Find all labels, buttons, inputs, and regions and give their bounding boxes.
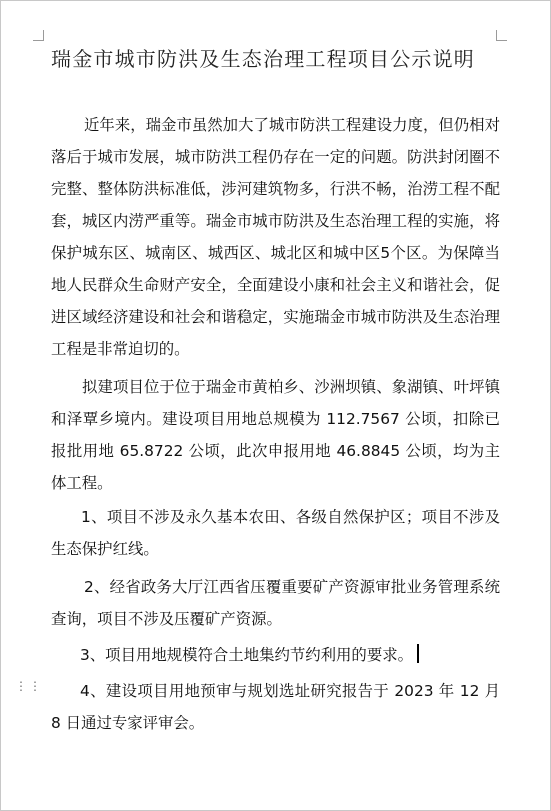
document-title[interactable]: 瑞金市城市防洪及生态治理工程项目公示说明 <box>51 47 475 71</box>
paragraph-item-4[interactable]: 4、建设项目用地预审与规划选址研究报告于 2023 年 12 月 8 日通过专家评审会。 <box>51 682 500 732</box>
paragraph-item-3[interactable] <box>51 639 500 671</box>
text-cursor <box>417 644 419 663</box>
paragraph-item-1[interactable]: 1、项目不涉及永久基本农田、各级自然保护区；项目不涉及生态保护红线。 <box>51 508 500 558</box>
paragraph-location[interactable]: 拟建项目位于位于瑞金市黄柏乡、沙洲坝镇、象湖镇、叶坪镇和泽覃乡境内。建设项目用地总规模为 112.7567 公顷，扣除已报批用地 65.8722 公顷，此次申报用地 46.8845 公顷，均为主体工程。 <box>51 378 500 492</box>
paragraph-background[interactable]: 近年来，瑞金市虽然加大了城市防洪工程建设力度，但仍相对落后于城市发展，城市防洪工程仍存在一定的问题。防洪封闭圈不完整、整体防洪标准低，涉河建筑物多，行洪不畅，治涝工程不配套，城区内涝严重等。瑞金市城市防洪及生态治理工程的实施，将保护城东区、城南区、城西区、城北区和城中区5个区。为保障当地人民群众生命财产安全，全面建设小康和社会主义和谐社会，促进区域经济建设和社会和谐稳定，实施瑞金市城市防洪及生态治理工程是非常迫切的。 <box>51 116 500 358</box>
paragraph-item-3-text: 3、项目用地规模符合土地集约节约利用的要求。 <box>80 646 413 664</box>
page-corner-mark-top-right <box>496 30 507 41</box>
drag-handle-icon[interactable]: ⋮⋮ <box>15 679 43 693</box>
paragraph-item-2[interactable]: 2、经省政务大厅江西省压覆重要矿产资源审批业务管理系统查询，项目不涉及压覆矿产资源。 <box>51 578 500 628</box>
document-body[interactable] <box>51 109 500 739</box>
page-corner-mark-top-left <box>33 30 44 41</box>
